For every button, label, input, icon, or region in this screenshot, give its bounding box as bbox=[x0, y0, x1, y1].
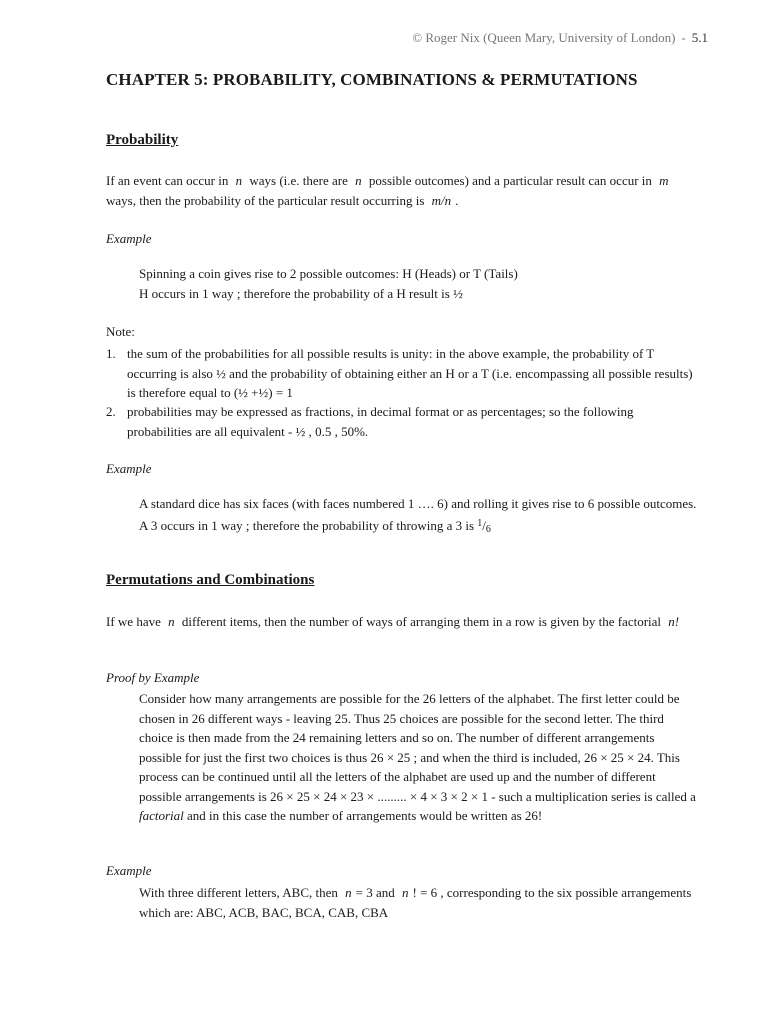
example-label: Example bbox=[106, 231, 152, 246]
note-label: Note: bbox=[106, 324, 135, 339]
example-dice: A standard dice has six faces (with faces numbered 1 …. 6) and rolling it gives rise to 6 possible outcomes. A 3 occurs in 1 way ; therefore the probability of throwing a 3 is $^1/_6$ bbox=[139, 496, 697, 535]
example-coin bbox=[139, 264, 699, 303]
proof-text: Consider how many arrangements are possible for the 26 letters of the alphabet. The first letter could be chosen in 26 different ways - leaving 25. Thus 25 choices are possible for the second letter. The third choice is then made from the 24 remaining letters and so on. The number of different arrangements possible for just the first two choices is thus 26 × 25 ; and when the third is included, 26 × 25 × 24. This process can be continued until all the letters of the alphabet are used up and the number of different possible arrangements is 26 × 25 × 24 × 23 × ......... × 4 × 3 × 2 × 1 - such a multiplication series is called a factorial and in this case the number of arrangements would be written as 26! bbox=[139, 691, 696, 823]
page-header bbox=[412, 30, 708, 46]
note-item-number: 2. bbox=[106, 404, 116, 419]
note-item bbox=[106, 402, 696, 441]
note-item-number: 1. bbox=[106, 346, 116, 361]
example-coin-line-2: H occurs in 1 way ; therefore the probability of a H result is ½ bbox=[139, 285, 463, 301]
example-coin-line-1: Spinning a coin gives rise to 2 possible outcomes: H (Heads) or T (Tails) bbox=[139, 266, 518, 281]
probability-definition: If an event can occur in n ways (i.e. there are n possible outcomes) and a particular result can occur in m ways, then the probability of the particular result occurring is m/n . bbox=[106, 173, 669, 208]
chapter-title: CHAPTER 5: PROBABILITY, COMBINATIONS & PERMUTATIONS bbox=[106, 70, 638, 89]
note-item-text: probabilities may be expressed as fractions, in decimal format or as percentages; so the following probabilities are all equivalent - ½ , 0.5 , 50%. bbox=[127, 404, 634, 439]
example-abc: With three different letters, ABC, then n = 3 and n ! = 6 , corresponding to the six possible arrangements which are: ABC, ACB, BAC, BCA, CAB, CBA bbox=[139, 885, 692, 920]
note-item-text: the sum of the probabilities for all possible results is unity: in the above example, the probability of T occurring is also ½ and the probability of obtaining either an H or a T (i.e. encompassing all possible results) is therefore equal to (½ +½) = 1 bbox=[127, 346, 693, 400]
factorial-definition: If we have n different items, then the number of ways of arranging them in a row is given by the factorial n! bbox=[106, 614, 680, 629]
note-item bbox=[106, 344, 696, 403]
proof-label: Proof by Example bbox=[106, 670, 200, 685]
example-label: Example bbox=[106, 863, 152, 878]
header-separator: - bbox=[681, 30, 686, 45]
factorial-term: factorial bbox=[139, 808, 184, 823]
page-number: 5.1 bbox=[691, 30, 708, 45]
section-heading-probability: Probability bbox=[106, 132, 179, 148]
copyright-notice: © Roger Nix (Queen Mary, University of London) bbox=[412, 30, 676, 45]
fraction-one-sixth: $^1/_6$ bbox=[477, 517, 491, 535]
example-label: Example bbox=[106, 461, 152, 476]
section-heading-permutations: Permutations and Combinations bbox=[106, 572, 315, 588]
